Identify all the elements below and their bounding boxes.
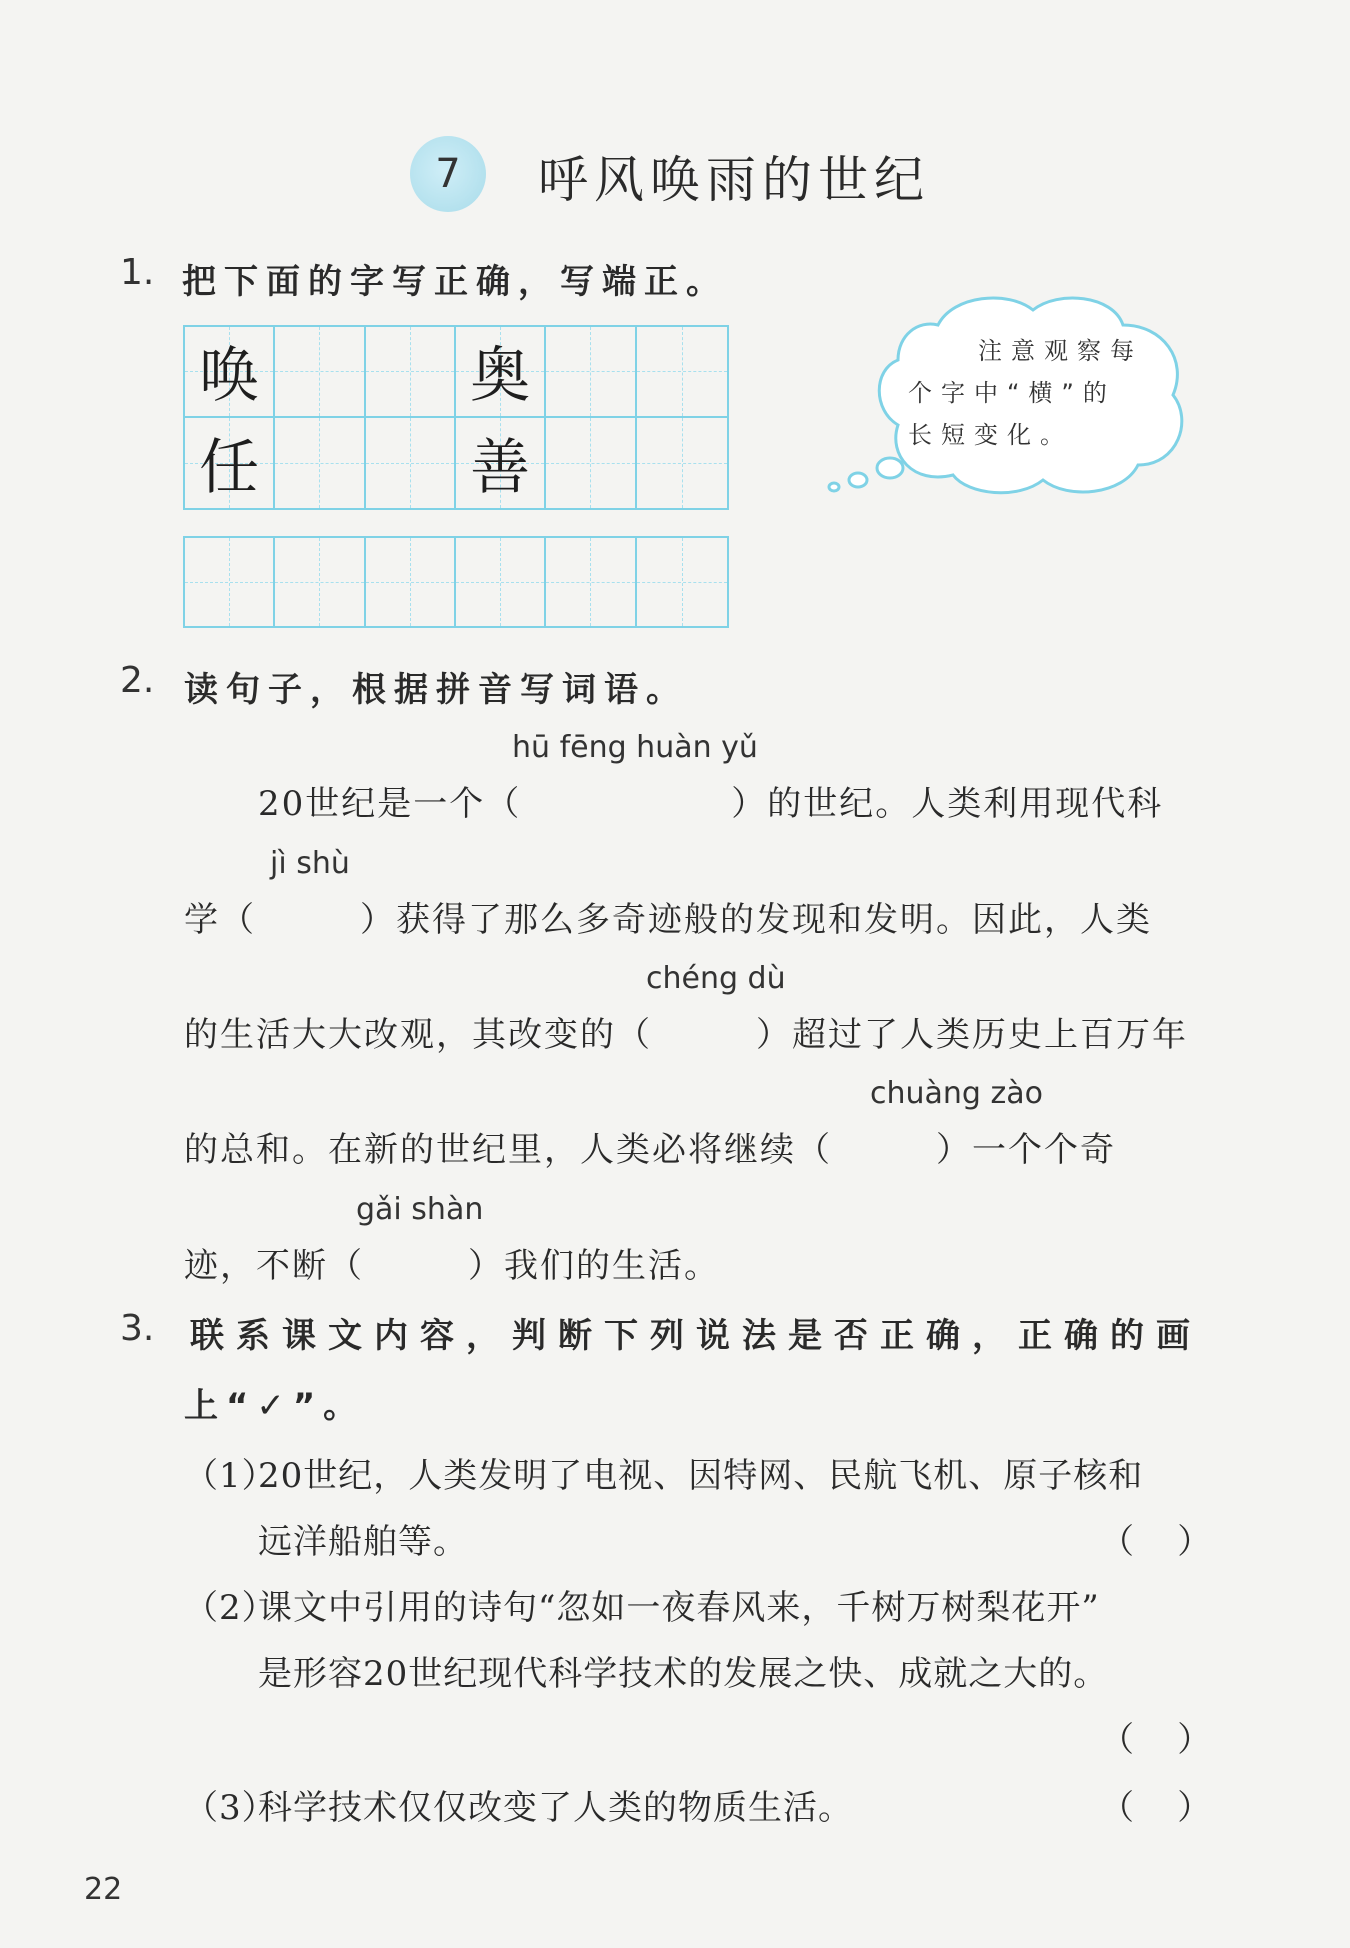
q3-instruction: 联系课文内容，判断下列说法是否正确，正确的画	[190, 1316, 1202, 1356]
sentence-line-4	[184, 1122, 1116, 1171]
pinyin-2: jì shù	[270, 846, 350, 881]
grid-cell[interactable]	[456, 418, 546, 509]
grid-cell[interactable]	[185, 418, 275, 509]
model-char: 唤	[199, 341, 260, 412]
writing-grid-top[interactable]	[183, 325, 729, 510]
grid-cell[interactable]	[546, 538, 636, 626]
grid-cell[interactable]	[456, 327, 546, 418]
grid-cell[interactable]	[546, 327, 636, 418]
model-char: 奥	[470, 341, 531, 412]
pinyin-1: hū fēng huàn yǔ	[512, 730, 758, 765]
model-char: 任	[199, 432, 260, 503]
lesson-title: 呼风唤雨的世纪	[538, 151, 930, 209]
text: 的总和。在新的世纪里，人类必将继续（	[184, 1130, 832, 1170]
hint-text	[908, 330, 1188, 456]
answer-paren-1[interactable]: （ ）	[1100, 1522, 1212, 1562]
grid-cell[interactable]	[366, 418, 456, 509]
text: ）我们的生活。	[468, 1246, 720, 1286]
sentence-line-1	[258, 776, 1163, 825]
text: ）超过了人类历史上百万年	[756, 1015, 1188, 1055]
q1-number: 1.	[120, 252, 155, 293]
text: ）的世纪。人类利用现代科	[731, 784, 1164, 824]
grid-cell[interactable]	[275, 418, 365, 509]
lesson-number-badge	[410, 136, 486, 212]
text: ）获得了那么多奇迹般的发现和发明。因此，人类	[360, 900, 1152, 940]
hint-line: 长短变化。	[908, 421, 1073, 449]
pinyin-3: chéng dù	[646, 961, 786, 996]
text: 学（	[184, 900, 256, 940]
text: 的生活大大改观，其改变的（	[184, 1015, 652, 1055]
pinyin-4: chuàng zào	[870, 1076, 1043, 1111]
sentence-line-2	[184, 892, 1152, 941]
grid-cell[interactable]	[637, 327, 727, 418]
statement-2-line1: 课文中引用的诗句“忽如一夜春风来，千树万树梨花开”	[258, 1588, 1100, 1628]
page-number: 22	[84, 1872, 123, 1907]
hint-line: 个字中“横”的	[908, 379, 1116, 407]
model-char: 善	[470, 432, 531, 503]
q2-instruction: 读句子，根据拼音写词语。	[184, 670, 688, 710]
lesson-number: 7	[435, 151, 461, 197]
statement-1-line2: 远洋船舶等。	[258, 1522, 468, 1562]
hint-bubble	[818, 290, 1198, 510]
grid-cell[interactable]	[275, 327, 365, 418]
q3-number: 3.	[120, 1308, 155, 1349]
grid-cell[interactable]	[366, 327, 456, 418]
statement-2-line2: 是形容20世纪现代科学技术的发展之快、成就之大的。	[258, 1654, 1109, 1694]
statement-3-label: （3）	[184, 1788, 277, 1828]
grid-cell[interactable]	[637, 418, 727, 509]
q2-number: 2.	[120, 660, 155, 701]
answer-paren-2[interactable]: （ ）	[1100, 1720, 1212, 1760]
grid-cell[interactable]	[637, 538, 727, 626]
statement-1-line1: 20世纪，人类发明了电视、因特网、民航飞机、原子核和	[258, 1456, 1144, 1496]
text: 迹，不断（	[184, 1246, 364, 1286]
pinyin-5: gǎi shàn	[356, 1192, 484, 1227]
grid-cell[interactable]	[456, 538, 546, 626]
grid-cell[interactable]	[185, 538, 275, 626]
writing-grid-bottom[interactable]	[183, 536, 729, 628]
sentence-line-3	[184, 1007, 1188, 1056]
sentence-line-5	[184, 1238, 720, 1287]
text: ）一个个奇	[936, 1130, 1116, 1170]
grid-cell[interactable]	[185, 327, 275, 418]
grid-cell[interactable]	[275, 538, 365, 626]
q1-instruction: 把下面的字写正确，写端正。	[182, 262, 728, 302]
grid-cell[interactable]	[546, 418, 636, 509]
statement-2-label: （2）	[184, 1588, 277, 1628]
text: 20世纪是一个（	[258, 784, 522, 824]
answer-paren-3[interactable]: （ ）	[1100, 1788, 1212, 1828]
statement-3-line1: 科学技术仅仅改变了人类的物质生活。	[258, 1788, 853, 1828]
statement-1-label: （1）	[184, 1456, 277, 1496]
grid-cell[interactable]	[366, 538, 456, 626]
q3-instruction-cont: 上“✓”。	[184, 1386, 366, 1426]
hint-line: 注意观察每	[978, 337, 1143, 365]
